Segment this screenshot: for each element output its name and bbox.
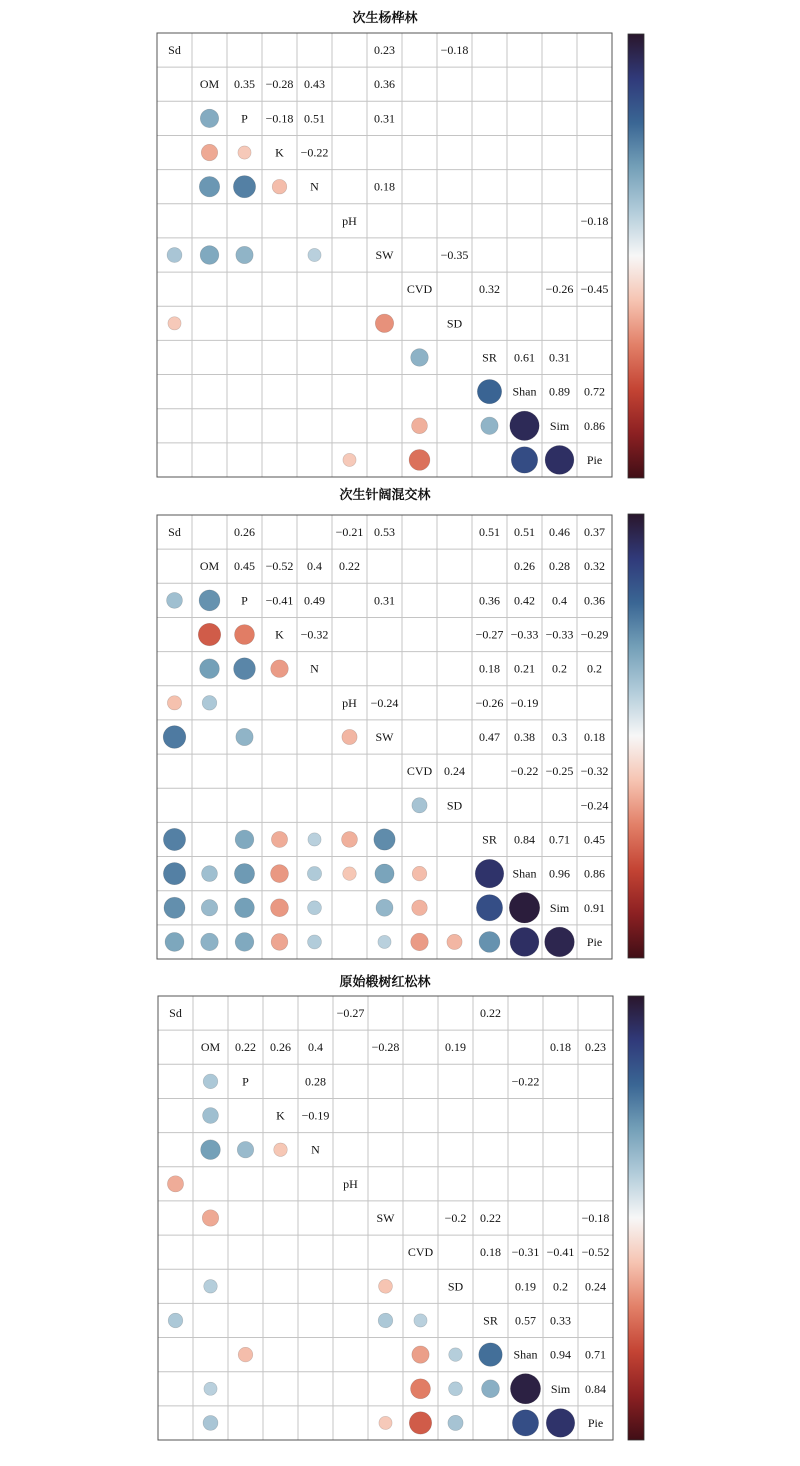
correlation-value: −0.28 bbox=[371, 1040, 400, 1055]
correlation-circle bbox=[168, 317, 181, 330]
colorbar bbox=[628, 514, 644, 958]
correlation-circle bbox=[412, 866, 427, 881]
correlation-circle bbox=[411, 1379, 431, 1399]
correlation-circle bbox=[479, 931, 500, 952]
correlation-value: 0.32 bbox=[479, 282, 500, 297]
correlation-value: 0.91 bbox=[584, 900, 605, 915]
correlation-panel-3 bbox=[158, 974, 644, 1440]
variable-label: P bbox=[242, 1074, 249, 1089]
correlation-circle bbox=[510, 411, 539, 440]
correlation-value: −0.27 bbox=[475, 627, 504, 642]
correlation-value: 0.35 bbox=[234, 77, 255, 92]
correlation-value: 0.26 bbox=[234, 525, 255, 540]
correlation-circle bbox=[202, 866, 218, 882]
correlation-circle bbox=[235, 933, 254, 952]
correlation-circle bbox=[374, 829, 395, 850]
correlation-value: 0.31 bbox=[549, 350, 570, 365]
correlation-value: −0.24 bbox=[370, 695, 399, 710]
correlation-value: 0.89 bbox=[549, 384, 570, 399]
variable-label: N bbox=[310, 661, 319, 676]
correlation-circle bbox=[236, 728, 253, 745]
variable-label: Sd bbox=[168, 525, 181, 540]
variable-label: K bbox=[275, 627, 284, 642]
correlation-circle bbox=[163, 828, 185, 850]
variable-label: Shan bbox=[512, 866, 537, 881]
correlation-value: −0.2 bbox=[444, 1211, 467, 1225]
variable-label: SW bbox=[375, 730, 394, 744]
correlation-value: 0.86 bbox=[584, 866, 605, 881]
correlation-value: 0.84 bbox=[514, 832, 535, 847]
correlation-value: −0.33 bbox=[510, 627, 539, 642]
correlation-circle bbox=[233, 176, 255, 198]
variable-label: Pie bbox=[586, 934, 603, 949]
correlation-value: 0.36 bbox=[479, 593, 500, 608]
correlation-circle bbox=[200, 109, 218, 127]
correlation-circle bbox=[201, 933, 219, 951]
correlation-circle bbox=[342, 729, 357, 744]
correlation-circle bbox=[236, 246, 253, 263]
correlation-value: −0.31 bbox=[511, 1245, 540, 1260]
correlation-value: 0.18 bbox=[480, 1245, 501, 1260]
correlation-value: 0.42 bbox=[514, 593, 535, 608]
correlation-circle bbox=[308, 935, 322, 949]
correlation-circle bbox=[308, 248, 321, 261]
correlation-value: −0.29 bbox=[580, 627, 609, 642]
variable-label: pH bbox=[342, 695, 357, 710]
correlation-circle bbox=[375, 864, 394, 883]
correlation-panel-1 bbox=[157, 10, 644, 478]
correlation-circle bbox=[271, 831, 287, 847]
correlation-value: 0.46 bbox=[549, 525, 570, 540]
correlation-value: −0.19 bbox=[510, 695, 539, 710]
correlation-circle bbox=[167, 696, 181, 710]
correlation-value: 0.36 bbox=[374, 77, 395, 92]
variable-label: Shan bbox=[512, 384, 537, 399]
correlation-value: −0.22 bbox=[511, 1074, 540, 1089]
correlation-circle bbox=[204, 1382, 217, 1395]
correlation-circle bbox=[167, 248, 182, 263]
correlation-value: 0.22 bbox=[339, 559, 360, 574]
correlation-circle bbox=[308, 901, 322, 915]
correlation-value: 0.71 bbox=[549, 832, 570, 847]
correlation-value: −0.25 bbox=[545, 764, 574, 779]
correlation-circle bbox=[378, 1313, 393, 1328]
correlation-value: 0.19 bbox=[515, 1279, 536, 1294]
correlation-value: −0.28 bbox=[265, 77, 294, 92]
correlation-circle bbox=[479, 1343, 503, 1367]
correlation-circle bbox=[201, 1140, 221, 1160]
variable-label: Sim bbox=[550, 1381, 571, 1396]
correlation-value: 0.86 bbox=[584, 418, 605, 433]
correlation-circle bbox=[234, 864, 254, 884]
correlation-value: 0.28 bbox=[549, 559, 570, 574]
correlation-value: 0.37 bbox=[584, 525, 605, 540]
correlation-circle bbox=[235, 625, 255, 645]
correlation-value: 0.57 bbox=[515, 1313, 536, 1328]
correlation-value: 0.4 bbox=[307, 559, 322, 574]
correlation-circle bbox=[234, 658, 256, 680]
correlation-circle bbox=[448, 1415, 463, 1430]
variable-label: Shan bbox=[513, 1347, 538, 1362]
variable-label: P bbox=[241, 593, 248, 608]
correlation-circle bbox=[449, 1348, 463, 1362]
correlation-value: 0.28 bbox=[305, 1074, 326, 1089]
panel-title: 次生杨桦林 bbox=[352, 11, 418, 26]
correlation-value: 0.22 bbox=[480, 1006, 501, 1021]
correlation-value: 0.71 bbox=[585, 1347, 606, 1362]
correlation-value: 0.45 bbox=[234, 559, 255, 574]
correlation-circle bbox=[203, 1108, 219, 1124]
correlation-value: 0.94 bbox=[550, 1347, 571, 1362]
correlation-value: −0.33 bbox=[545, 627, 574, 642]
correlation-value: 0.49 bbox=[304, 593, 325, 608]
correlation-value: 0.19 bbox=[445, 1040, 466, 1055]
correlation-circle bbox=[163, 726, 186, 749]
correlation-circle bbox=[203, 1074, 218, 1089]
correlation-circle bbox=[200, 246, 219, 265]
variable-label: SW bbox=[376, 1211, 395, 1225]
correlation-circle bbox=[198, 623, 220, 645]
correlation-circle bbox=[165, 932, 184, 951]
correlation-value: −0.26 bbox=[475, 695, 504, 710]
correlation-circle bbox=[167, 1176, 183, 1192]
correlation-circle bbox=[545, 927, 575, 957]
correlation-value: 0.24 bbox=[444, 764, 465, 779]
correlation-value: 0.4 bbox=[552, 593, 567, 608]
correlation-value: −0.27 bbox=[336, 1006, 365, 1021]
correlation-value: −0.32 bbox=[580, 764, 609, 779]
variable-label: OM bbox=[200, 1040, 221, 1055]
correlation-value: 0.2 bbox=[553, 1279, 568, 1294]
correlation-circle bbox=[412, 798, 427, 813]
variable-label: SD bbox=[446, 316, 463, 331]
correlation-value: 0.22 bbox=[235, 1040, 256, 1055]
variable-label: SW bbox=[375, 248, 394, 262]
correlation-circle bbox=[475, 859, 504, 888]
correlation-circle bbox=[409, 1412, 431, 1434]
correlation-value: 0.96 bbox=[549, 866, 570, 881]
correlation-value: 0.22 bbox=[480, 1211, 501, 1225]
correlation-circle bbox=[167, 592, 183, 608]
correlation-value: −0.18 bbox=[580, 213, 609, 228]
correlation-circle bbox=[199, 176, 219, 196]
correlation-circle bbox=[412, 1346, 429, 1363]
panel-title: 次生针阔混交林 bbox=[339, 488, 431, 503]
variable-label: P bbox=[241, 111, 248, 126]
correlation-value: 0.18 bbox=[550, 1040, 571, 1055]
correlation-circle bbox=[202, 696, 217, 711]
correlation-value: 0.47 bbox=[479, 730, 500, 744]
variable-label: Sd bbox=[169, 1006, 182, 1021]
correlation-circle bbox=[238, 1347, 253, 1362]
correlation-value: 0.38 bbox=[514, 730, 535, 744]
correlation-value: −0.35 bbox=[440, 248, 469, 262]
correlation-circle bbox=[482, 1380, 500, 1398]
variable-label: Sd bbox=[168, 43, 181, 58]
correlation-value: 0.21 bbox=[514, 661, 535, 676]
variable-label: SR bbox=[483, 1313, 498, 1328]
correlation-circle bbox=[235, 830, 254, 849]
correlation-value: 0.23 bbox=[374, 43, 395, 58]
correlation-circle bbox=[168, 1313, 183, 1328]
variable-label: Sim bbox=[549, 900, 570, 915]
correlation-circle bbox=[411, 933, 429, 951]
correlation-value: 0.84 bbox=[585, 1381, 606, 1396]
correlation-circle bbox=[545, 445, 574, 474]
correlation-value: 0.3 bbox=[552, 730, 567, 744]
correlation-circle bbox=[510, 927, 539, 956]
colorbar bbox=[628, 996, 644, 1440]
variable-label: pH bbox=[343, 1176, 358, 1191]
correlation-value: −0.18 bbox=[265, 111, 294, 126]
variable-label: OM bbox=[199, 77, 220, 92]
correlation-circle bbox=[203, 1415, 218, 1430]
correlation-value: 0.72 bbox=[584, 384, 605, 399]
variable-label: SD bbox=[447, 1279, 464, 1294]
variable-label: CVD bbox=[407, 1245, 434, 1260]
correlation-circle bbox=[477, 379, 501, 403]
correlation-value: 0.18 bbox=[584, 730, 605, 744]
correlation-circle bbox=[378, 935, 391, 948]
correlation-circle bbox=[308, 833, 321, 846]
correlation-circle bbox=[238, 146, 251, 159]
variable-label: Sim bbox=[549, 418, 570, 433]
correlation-value: 0.43 bbox=[304, 77, 325, 92]
correlation-circle bbox=[411, 349, 429, 367]
correlation-value: 0.51 bbox=[514, 525, 535, 540]
correlation-circle bbox=[481, 417, 498, 434]
correlation-circle bbox=[343, 867, 357, 881]
correlation-circle bbox=[376, 899, 393, 916]
correlation-circle bbox=[201, 900, 217, 916]
correlation-circle bbox=[375, 314, 393, 332]
correlation-value: 0.61 bbox=[514, 350, 535, 365]
correlation-value: −0.19 bbox=[301, 1108, 330, 1123]
correlation-value: 0.33 bbox=[550, 1313, 571, 1328]
correlation-circle bbox=[412, 900, 428, 916]
correlation-value: 0.51 bbox=[304, 111, 325, 126]
correlation-circle bbox=[235, 898, 255, 918]
correlation-circle bbox=[271, 660, 289, 678]
variable-label: CVD bbox=[406, 764, 433, 779]
correlation-circle bbox=[307, 866, 321, 880]
variable-label: Pie bbox=[587, 1415, 604, 1430]
correlation-circle bbox=[412, 418, 428, 434]
correlation-circle bbox=[274, 1143, 288, 1157]
correlation-value: −0.26 bbox=[545, 282, 574, 297]
correlation-value: 0.2 bbox=[587, 661, 602, 676]
correlation-value: −0.52 bbox=[265, 559, 294, 574]
correlation-value: −0.21 bbox=[335, 525, 364, 540]
correlation-circle bbox=[511, 447, 537, 473]
correlation-value: 0.4 bbox=[308, 1040, 323, 1055]
correlation-circle bbox=[202, 1210, 218, 1226]
correlation-circle bbox=[447, 934, 462, 949]
correlation-panel-2 bbox=[157, 487, 644, 959]
correlation-value: −0.32 bbox=[300, 627, 329, 642]
correlation-value: 0.36 bbox=[584, 593, 605, 608]
correlation-circle bbox=[271, 934, 288, 951]
correlation-value: 0.2 bbox=[552, 661, 567, 676]
correlation-circle bbox=[414, 1314, 427, 1327]
correlation-circle bbox=[164, 897, 185, 918]
correlation-value: 0.32 bbox=[584, 559, 605, 574]
correlation-circle bbox=[199, 590, 220, 611]
panel-title: 原始椴树红松林 bbox=[339, 975, 431, 990]
correlation-value: −0.18 bbox=[581, 1211, 610, 1225]
correlation-value: 0.26 bbox=[270, 1040, 291, 1055]
correlation-circle bbox=[343, 453, 356, 466]
correlation-value: 0.18 bbox=[374, 179, 395, 194]
correlation-value: 0.53 bbox=[374, 525, 395, 540]
variable-label: Pie bbox=[586, 452, 603, 467]
colorbar bbox=[628, 34, 644, 478]
correlation-value: −0.22 bbox=[300, 145, 329, 160]
variable-label: pH bbox=[342, 213, 357, 228]
correlation-circle bbox=[204, 1280, 218, 1294]
correlation-circle bbox=[342, 832, 358, 848]
correlation-circle bbox=[546, 1409, 575, 1438]
correlation-value: 0.31 bbox=[374, 111, 395, 126]
correlation-value: −0.22 bbox=[510, 764, 539, 779]
correlation-circle bbox=[271, 899, 289, 917]
correlation-circle bbox=[510, 1374, 540, 1404]
correlation-circle bbox=[201, 144, 217, 160]
variable-label: CVD bbox=[406, 282, 433, 297]
correlation-circle bbox=[409, 449, 430, 470]
correlation-value: 0.26 bbox=[514, 559, 535, 574]
correlation-value: −0.18 bbox=[440, 43, 469, 58]
variable-label: SR bbox=[482, 350, 497, 365]
correlation-circle bbox=[379, 1416, 392, 1429]
correlation-circle bbox=[272, 179, 287, 194]
correlation-value: −0.45 bbox=[580, 282, 609, 297]
correlation-value: −0.24 bbox=[580, 798, 609, 813]
variable-label: K bbox=[276, 1108, 285, 1123]
variable-label: SR bbox=[482, 832, 497, 847]
correlation-circle bbox=[200, 659, 220, 679]
correlation-circle bbox=[509, 893, 540, 924]
correlation-value: 0.23 bbox=[585, 1040, 606, 1055]
variable-label: SD bbox=[446, 798, 463, 813]
variable-label: OM bbox=[199, 559, 220, 574]
correlation-value: −0.52 bbox=[581, 1245, 610, 1260]
correlation-circle bbox=[163, 862, 185, 884]
correlation-circle bbox=[476, 895, 502, 921]
correlation-value: 0.24 bbox=[585, 1279, 606, 1294]
correlation-value: 0.51 bbox=[479, 525, 500, 540]
correlation-circle bbox=[237, 1141, 253, 1157]
correlation-value: 0.18 bbox=[479, 661, 500, 676]
correlation-circle bbox=[271, 865, 289, 883]
variable-label: K bbox=[275, 145, 284, 160]
correlation-circle bbox=[512, 1410, 538, 1436]
correlation-circle bbox=[379, 1279, 393, 1293]
correlation-value: 0.31 bbox=[374, 593, 395, 608]
correlation-value: −0.41 bbox=[265, 593, 294, 608]
correlation-value: −0.41 bbox=[546, 1245, 575, 1260]
correlation-circle bbox=[449, 1382, 463, 1396]
correlation-value: 0.45 bbox=[584, 832, 605, 847]
variable-label: N bbox=[310, 179, 319, 194]
variable-label: N bbox=[311, 1142, 320, 1157]
